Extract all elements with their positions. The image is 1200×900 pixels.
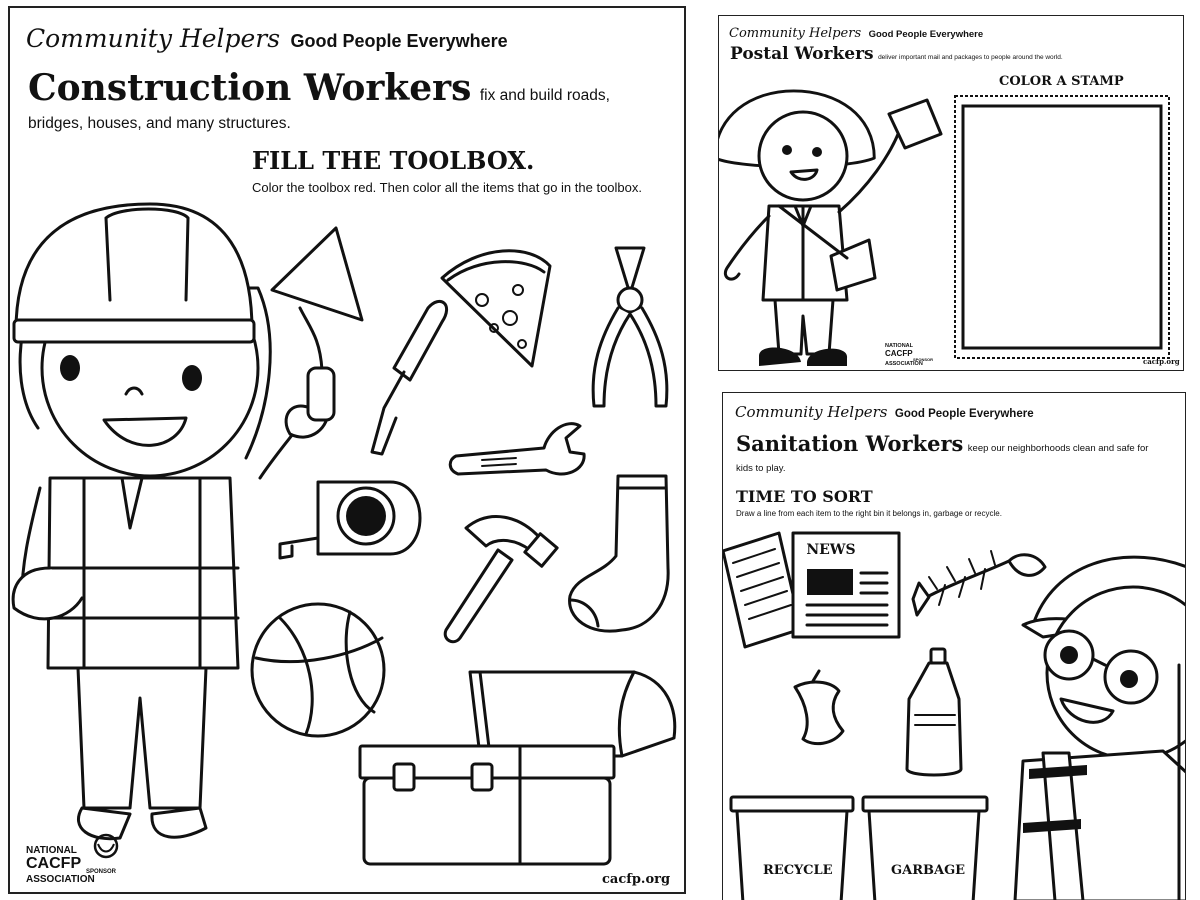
logo-line-association: ASSOCIATION [885,360,923,367]
page-title: Sanitation Workers [736,431,964,456]
brand-tagline: Good People Everywhere [290,31,508,51]
fish-bones-icon[interactable] [913,551,1045,615]
garbage-bin-label: GARBAGE [891,863,966,878]
logo-line-association: ASSOCIATION [26,874,95,885]
logo-mark-icon [10,8,686,894]
sanitation-illustration [723,393,1186,900]
apple-core-icon[interactable] [795,671,843,744]
brand-tagline: Good People Everywhere [894,408,1034,420]
brand-script: Community Helpers [735,403,888,421]
activity-instructions: Color the toolbox red. Then color all the items that go in the toolbox. [252,180,642,195]
newspaper-headline: NEWS [806,542,856,558]
activity-instructions: Draw a line from each item to the right bin it belongs in, garbage or recycle. [736,509,1002,518]
brand-tagline: Good People Everywhere [868,29,984,40]
title-description: fix and build roads, bridges, houses, and many structures. [28,87,610,132]
activity-heading: TIME TO SORT [736,487,873,506]
cacfp-logo [885,344,933,367]
logo-line-sponsor: SPONSOR [86,869,117,875]
garbage-bin-icon[interactable] [863,797,987,900]
brand-script: Community Helpers [26,24,281,53]
logo-line-cacfp: CACFP [885,348,913,358]
postal-worker-figure [718,91,941,366]
sanitation-worker-figure [1015,557,1186,900]
plastic-bottle-icon[interactable] [907,649,961,775]
sanitation-workers-sheet [722,392,1186,900]
activity-heading: FILL THE TOOLBOX. [252,146,535,175]
postal-workers-sheet [718,15,1184,371]
brand-script: Community Helpers [729,26,862,41]
page-title: Construction Workers [28,67,472,109]
logo-line-cacfp: CACFP [26,855,82,872]
logo-line-sponsor: SPONSOR [913,356,934,362]
page-title: Postal Workers [730,44,874,64]
stamp-frame[interactable] [955,96,1169,358]
recycle-bin-icon[interactable] [731,797,853,900]
site-url[interactable]: cacfp.org [602,872,671,887]
recycle-bin-label: RECYCLE [763,863,833,878]
site-url[interactable]: cacfp.org [1143,357,1180,366]
logo-line-national: NATIONAL [26,845,77,856]
logo-line-national: NATIONAL [885,343,914,349]
title-description: deliver important mail and packages to people around the world. [878,54,1063,61]
construction-workers-sheet [8,6,686,894]
postal-illustration [719,16,1184,371]
title-description: keep our neighborhoods clean and safe for kids to play. [736,443,1149,475]
activity-heading: COLOR A STAMP [999,74,1124,89]
